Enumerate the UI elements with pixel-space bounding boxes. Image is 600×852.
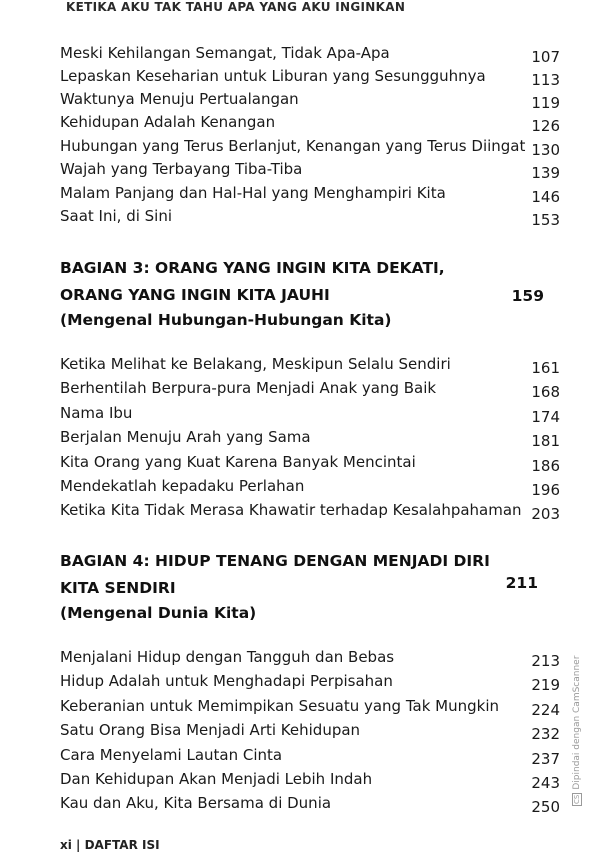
toc-entry-page: 113 (531, 71, 560, 89)
toc-entry-page: 146 (531, 188, 560, 206)
toc-entry-title: Malam Panjang dan Hal-Hal yang Menghampiri Kita (60, 184, 446, 202)
scanner-watermark (572, 656, 582, 806)
toc-entry-title: Hubungan yang Terus Berlanjut, Kenangan yang Terus Diingat (60, 137, 526, 155)
toc-entry-title: Dan Kehidupan Akan Menjadi Lebih Indah (60, 770, 373, 788)
toc-entry-title: Berhentilah Berpura-pura Menjadi Anak yang Baik (60, 379, 437, 397)
toc-entry (60, 648, 560, 672)
toc-entry-title: Hidup Adalah untuk Menghadapi Perpisahan (60, 672, 393, 690)
toc-entry-title: Saat Ini, di Sini (60, 207, 173, 225)
section-4-title-line1: BAGIAN 4: HIDUP TENANG DENGAN MENJADI DIRI (60, 552, 490, 570)
toc-entry (60, 453, 560, 477)
toc-entry (60, 794, 560, 818)
toc-entry-page: 126 (531, 117, 560, 135)
toc-entry-page: 237 (531, 750, 560, 768)
toc-entry-page: 232 (531, 725, 560, 743)
toc-entry-title: Meski Kehilangan Semangat, Tidak Apa-Apa (60, 44, 390, 62)
toc-entry (60, 207, 560, 231)
toc-entry-title: Wajah yang Terbayang Tiba-Tiba (60, 160, 303, 178)
section-4-subtitle: (Mengenal Dunia Kita) (60, 604, 257, 622)
toc-entry-page: 224 (531, 701, 560, 719)
toc-entry (60, 44, 560, 68)
toc-entry-title: Kau dan Aku, Kita Bersama di Dunia (60, 794, 332, 812)
toc-entry-title: Keberanian untuk Memimpikan Sesuatu yang Tak Mungkin (60, 697, 500, 715)
toc-entry (60, 428, 560, 452)
toc-entry-page: 213 (531, 652, 560, 670)
toc-entry-page: 168 (531, 383, 560, 401)
toc-entry-title: Kita Orang yang Kuat Karena Banyak Mencintai (60, 453, 416, 471)
toc-entry-title: Ketika Melihat ke Belakang, Meskipun Selalu Sendiri (60, 355, 451, 373)
toc-entry (60, 113, 560, 137)
toc-entry (60, 90, 560, 114)
watermark-text: Dipindai dengan CamScanner (572, 655, 582, 790)
toc-entry-page: 119 (531, 94, 560, 112)
toc-entry-page: 161 (531, 359, 560, 377)
toc-entry-title: Menjalani Hidup dengan Tangguh dan Bebas (60, 648, 395, 666)
page-footer: xi | DAFTAR ISI (60, 838, 160, 852)
toc-entry-title: Kehidupan Adalah Kenangan (60, 113, 276, 131)
toc-entry-title: Satu Orang Bisa Menjadi Arti Kehidupan (60, 721, 361, 739)
toc-entry (60, 137, 560, 161)
running-header: KETIKA AKU TAK TAHU APA YANG AKU INGINKAN (66, 0, 406, 14)
toc-entry (60, 746, 560, 770)
toc-entry (60, 184, 560, 208)
toc-entry (60, 379, 560, 403)
section-4-page: 211 (505, 574, 538, 592)
section-3-page: 159 (511, 287, 544, 305)
section-3-title-line1: BAGIAN 3: ORANG YANG INGIN KITA DEKATI, (60, 259, 445, 277)
toc-entry (60, 672, 560, 696)
toc-entry (60, 770, 560, 794)
toc-entry-title: Mendekatlah kepadaku Perlahan (60, 477, 305, 495)
camscanner-icon: CS (573, 794, 581, 804)
toc-entry-page: 130 (531, 141, 560, 159)
toc-entry-page: 243 (531, 774, 560, 792)
toc-entry-title: Ketika Kita Tidak Merasa Khawatir terhadap Kesalahpahaman (60, 501, 522, 519)
toc-entry-page: 107 (531, 48, 560, 66)
section-3-subtitle: (Mengenal Hubungan-Hubungan Kita) (60, 311, 392, 329)
toc-entry (60, 697, 560, 721)
toc-entry-title: Cara Menyelami Lautan Cinta (60, 746, 283, 764)
toc-entry (60, 160, 560, 184)
toc-entry-page: 139 (531, 164, 560, 182)
toc-entry-title: Nama Ibu (60, 404, 133, 422)
toc-entry (60, 501, 560, 525)
toc-entry (60, 404, 560, 428)
toc-entry-page: 219 (531, 676, 560, 694)
toc-entry-page: 186 (531, 457, 560, 475)
toc-entry-page: 250 (531, 798, 560, 816)
section-4-title-line2: KITA SENDIRI (60, 579, 176, 597)
toc-entry-page: 174 (531, 408, 560, 426)
toc-entry (60, 721, 560, 745)
toc-entry-page: 203 (531, 505, 560, 523)
toc-entry-title: Lepaskan Keseharian untuk Liburan yang Sesungguhnya (60, 67, 486, 85)
toc-entry (60, 477, 560, 501)
toc-entry (60, 67, 560, 91)
section-3-title-line2: ORANG YANG INGIN KITA JAUHI (60, 286, 330, 304)
toc-entry-title: Berjalan Menuju Arah yang Sama (60, 428, 311, 446)
toc-entry-page: 153 (531, 211, 560, 229)
toc-entry-page: 181 (531, 432, 560, 450)
toc-entry (60, 355, 560, 379)
toc-entry-title: Waktunya Menuju Pertualangan (60, 90, 299, 108)
toc-entry-page: 196 (531, 481, 560, 499)
